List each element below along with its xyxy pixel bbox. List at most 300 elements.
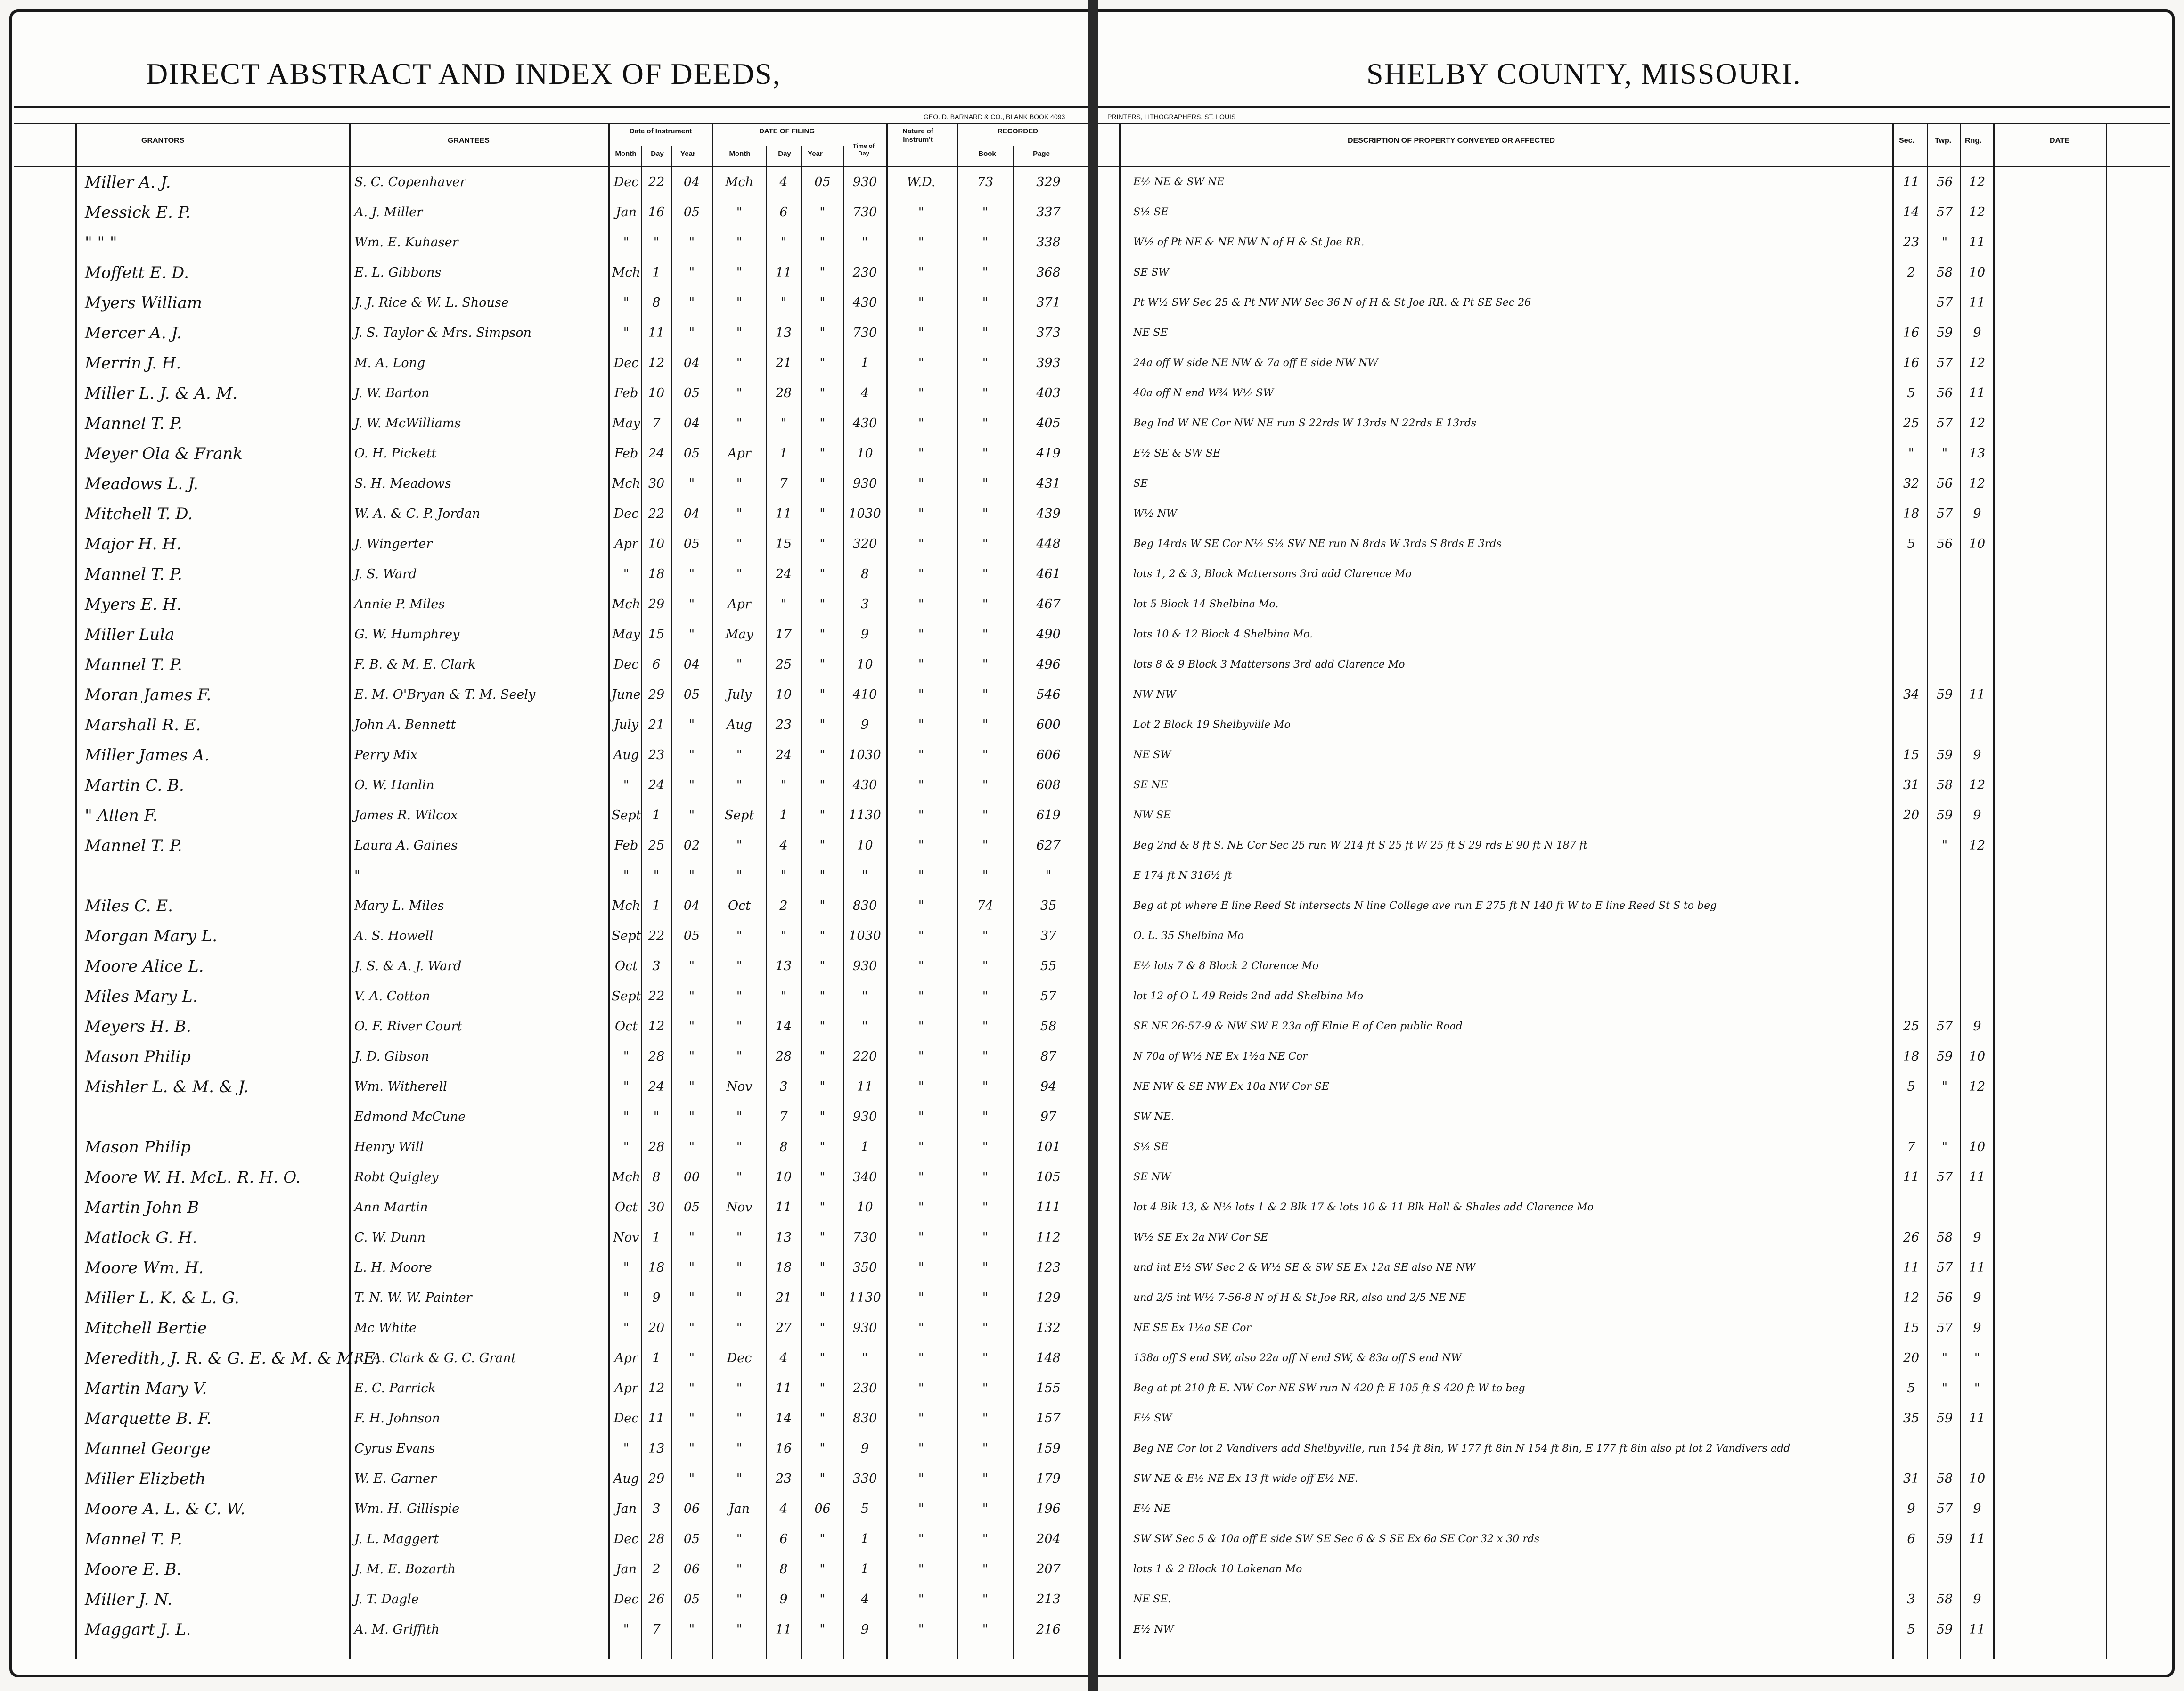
colhead-inst-month: Month (615, 150, 637, 158)
ledger-row-left (0, 1615, 1084, 1645)
rng-cell: " (1974, 1381, 1980, 1396)
file-month-cell: " (736, 235, 743, 250)
grantor-cell: Miller L. J. & A. M. (85, 384, 238, 403)
file-year-cell: " (819, 778, 826, 792)
book-cell: " (982, 657, 989, 672)
ledger-row-right (1093, 1494, 2175, 1524)
colhead-book: Book (978, 150, 996, 158)
file-month-cell: Nov (726, 1079, 753, 1094)
grantor-cell: Miles Mary L. (85, 987, 198, 1006)
grantee-cell: Edmond McCune (354, 1110, 466, 1124)
description-cell: lot 4 Blk 13, & N½ lots 1 & 2 Blk 17 & lots 10 & 11 Blk Hall & Shales add Clarence Mo (1133, 1201, 1594, 1213)
inst-day-cell: 3 (652, 1502, 661, 1516)
time-cell: 9 (860, 627, 869, 642)
grantee-cell: J. Wingerter (354, 537, 433, 551)
grantee-cell: Wm. E. Kuhaser (354, 235, 458, 250)
inst-year-cell: " (688, 567, 695, 581)
ledger-row-left (0, 348, 1084, 378)
grantor-cell: Miller Lula (85, 625, 175, 644)
nature-cell: " (918, 959, 924, 973)
page-cell: 373 (1036, 326, 1061, 340)
sec-cell: 35 (1903, 1411, 1920, 1426)
grantor-cell: Mitchell Bertie (85, 1319, 207, 1338)
file-month-cell: " (736, 748, 743, 762)
ledger-row-left (0, 499, 1084, 529)
inst-day-cell: 1 (652, 1230, 661, 1245)
book-cell: " (982, 1411, 989, 1426)
ledger-row-left (0, 921, 1084, 951)
ledger-row-right (1093, 710, 2175, 740)
time-cell: 430 (852, 295, 877, 310)
file-month-cell: " (736, 356, 743, 370)
grantee-cell: L. H. Moore (354, 1260, 432, 1275)
description-cell: SW SW Sec 5 & 10a off E side SW SE Sec 6 & S SE Ex 6a SE Cor 32 x 30 rds (1133, 1533, 1540, 1545)
page-cell: 329 (1036, 175, 1061, 189)
grantee-cell: J. W. McWilliams (354, 416, 461, 431)
twp-cell: " (1941, 1351, 1948, 1365)
sec-cell: 3 (1907, 1592, 1915, 1607)
book-cell: " (982, 386, 989, 400)
nature-cell: " (918, 657, 924, 672)
ledger-row-left (0, 710, 1084, 740)
ledger-row-right (1093, 680, 2175, 710)
sec-cell: 2 (1907, 265, 1915, 280)
inst-month-cell: " (623, 1291, 630, 1305)
inst-year-cell: " (688, 1049, 695, 1064)
grantor-cell: Morgan Mary L. (85, 927, 218, 946)
file-day-cell: 6 (779, 1532, 788, 1546)
colhead-inst-year: Year (680, 150, 695, 158)
book-cell: " (982, 265, 989, 280)
rng-cell: 12 (1969, 778, 1986, 792)
inst-month-cell: Apr (614, 537, 638, 551)
twp-cell: 57 (1936, 416, 1953, 431)
time-cell: 930 (852, 959, 877, 973)
nature-cell: " (918, 235, 924, 250)
colhead-bottom-rule-right (1098, 166, 2170, 167)
inst-month-cell: Apr (614, 1351, 638, 1365)
sec-cell: 5 (1907, 1079, 1915, 1094)
ledger-row-right (1093, 1072, 2175, 1102)
ledger-row-left (0, 1343, 1084, 1373)
nature-cell: " (918, 1170, 924, 1185)
grantor-cell: Miller J. N. (85, 1590, 172, 1609)
rng-cell: 10 (1969, 265, 1986, 280)
inst-year-cell: 06 (683, 1502, 700, 1516)
book-cell: " (982, 1140, 989, 1154)
inst-month-cell: Jan (615, 1562, 637, 1577)
nature-cell: " (918, 929, 924, 943)
description-cell: SW NE & E½ NE Ex 13 ft wide off E½ NE. (1133, 1473, 1358, 1485)
file-month-cell: " (736, 295, 743, 310)
page-cell: 196 (1036, 1502, 1061, 1516)
file-year-cell: " (819, 1291, 826, 1305)
book-cell: " (982, 356, 989, 370)
nature-cell: " (918, 205, 924, 220)
grantee-cell: O. F. River Court (354, 1019, 463, 1034)
file-year-cell: " (819, 416, 826, 431)
file-month-cell: " (736, 1260, 743, 1275)
inst-year-cell: " (688, 295, 695, 310)
file-day-cell: 27 (775, 1321, 792, 1335)
book-cell: " (982, 808, 989, 823)
file-year-cell: " (819, 1230, 826, 1245)
book-cell: " (982, 1170, 989, 1185)
twp-cell: 57 (1936, 356, 1953, 370)
page-cell: 439 (1036, 506, 1061, 521)
sec-cell: 32 (1903, 476, 1920, 491)
description-cell: lots 8 & 9 Block 3 Mattersons 3rd add Clarence Mo (1133, 659, 1405, 670)
file-year-cell: " (819, 718, 826, 732)
file-month-cell: " (736, 1049, 743, 1064)
page-cell: 619 (1036, 808, 1061, 823)
rng-cell: 9 (1973, 506, 1981, 521)
file-year-cell: " (819, 1351, 826, 1365)
inst-day-cell: 25 (648, 838, 665, 853)
file-year-cell: " (819, 1381, 826, 1396)
ledger-row-left (0, 861, 1084, 891)
page-cell: 179 (1036, 1471, 1061, 1486)
file-day-cell: 16 (775, 1441, 792, 1456)
twp-cell: 57 (1936, 205, 1953, 220)
inst-day-cell: 22 (648, 929, 665, 943)
file-day-cell: 28 (775, 386, 792, 400)
ledger-row-right (1093, 921, 2175, 951)
description-cell: E½ SE & SW SE (1133, 448, 1220, 459)
file-day-cell: 21 (775, 1291, 792, 1305)
inst-day-cell: 12 (648, 356, 665, 370)
file-year-cell: " (819, 476, 826, 491)
grantee-cell: J. S. & A. J. Ward (354, 959, 462, 973)
file-day-cell: 23 (775, 1471, 792, 1486)
file-month-cell: " (736, 929, 743, 943)
description-cell: E½ SW (1133, 1413, 1172, 1424)
sec-cell: 15 (1903, 748, 1920, 762)
description-cell: SE (1133, 478, 1148, 490)
twp-cell: 57 (1936, 1019, 1953, 1034)
ledger-row-left (0, 891, 1084, 921)
nature-cell: " (918, 1140, 924, 1154)
inst-year-cell: " (688, 748, 695, 762)
file-year-cell: " (819, 597, 826, 612)
rng-cell: 12 (1969, 175, 1986, 189)
time-cell: 11 (857, 1079, 873, 1094)
inst-year-cell: 04 (683, 175, 700, 189)
inst-month-cell: Feb (614, 386, 638, 400)
ledger-row-right (1093, 1524, 2175, 1554)
file-year-cell: " (819, 868, 826, 883)
book-cell: " (982, 1622, 989, 1637)
description-cell: SE NE (1133, 779, 1168, 791)
inst-day-cell: 12 (648, 1381, 665, 1396)
inst-month-cell: Dec (613, 657, 639, 672)
description-cell: SE NW (1133, 1171, 1171, 1183)
inst-year-cell: 05 (683, 205, 700, 220)
grantee-cell: Wm. H. Gillispie (354, 1502, 460, 1516)
ledger-row-left (0, 318, 1084, 348)
ledger-row-right (1093, 439, 2175, 469)
sec-cell: 5 (1907, 1622, 1915, 1637)
nature-cell: " (918, 718, 924, 732)
nature-cell: " (918, 476, 924, 491)
rng-cell: 11 (1969, 235, 1986, 250)
inst-month-cell: Mch (612, 1170, 641, 1185)
time-cell: 1130 (849, 808, 881, 823)
grantee-cell: " (354, 868, 360, 883)
sec-cell: 11 (1903, 175, 1920, 189)
inst-month-cell: " (623, 235, 630, 250)
page-cell: 608 (1036, 778, 1061, 792)
nature-cell: " (918, 1260, 924, 1275)
inst-day-cell: 23 (648, 748, 665, 762)
description-cell: und int E½ SW Sec 2 & W½ SE & SW SE Ex 12a SE also NE NW (1133, 1262, 1476, 1274)
nature-cell: " (918, 1291, 924, 1305)
colhead-top-rule-right (1098, 123, 2170, 124)
ledger-row-left (0, 1223, 1084, 1253)
time-cell: 1030 (849, 929, 881, 943)
file-month-cell: " (736, 1562, 743, 1577)
rng-cell: 9 (1973, 748, 1981, 762)
ledger-row-right (1093, 529, 2175, 559)
twp-cell: 56 (1936, 476, 1953, 491)
ledger-row-left (0, 1585, 1084, 1615)
inst-year-cell: " (688, 235, 695, 250)
twp-cell: 58 (1936, 1230, 1953, 1245)
inst-day-cell: 20 (648, 1321, 665, 1335)
twp-cell: 56 (1936, 537, 1953, 551)
file-day-cell: " (780, 416, 787, 431)
page-cell: 112 (1036, 1230, 1061, 1245)
file-month-cell: " (736, 416, 743, 431)
grantor-cell: Maggart J. L. (85, 1620, 191, 1639)
description-cell: E½ lots 7 & 8 Block 2 Clarence Mo (1133, 960, 1319, 972)
nature-cell: " (918, 446, 924, 461)
file-day-cell: 4 (779, 175, 788, 189)
inst-day-cell: 22 (648, 175, 665, 189)
inst-month-cell: " (623, 1260, 630, 1275)
inst-year-cell: " (688, 627, 695, 642)
grantee-cell: G. W. Humphrey (354, 627, 460, 642)
ledger-row-right (1093, 469, 2175, 499)
ledger-row-right (1093, 318, 2175, 348)
grantor-cell: Martin John B (85, 1198, 199, 1217)
description-cell: lots 10 & 12 Block 4 Shelbina Mo. (1133, 629, 1313, 640)
file-day-cell: 11 (775, 506, 792, 521)
book-cell: " (982, 235, 989, 250)
grantor-cell: Miller Elizbeth (85, 1470, 206, 1488)
time-cell: 1 (860, 1562, 869, 1577)
nature-cell: " (918, 1592, 924, 1607)
inst-day-cell: 22 (648, 989, 665, 1004)
colhead-grantors: GRANTORS (141, 137, 185, 145)
time-cell: 4 (860, 1592, 869, 1607)
inst-month-cell: Dec (613, 1592, 639, 1607)
page-cell: 448 (1036, 537, 1061, 551)
ledger-row-right (1093, 1283, 2175, 1313)
ledger-row-right (1093, 891, 2175, 921)
grantee-cell: Henry Will (354, 1140, 424, 1154)
description-cell: SE SW (1133, 267, 1169, 278)
nature-cell: " (918, 265, 924, 280)
inst-day-cell: 3 (652, 959, 661, 973)
time-cell: 1030 (849, 506, 881, 521)
file-year-cell: " (819, 989, 826, 1004)
file-year-cell: " (819, 1049, 826, 1064)
file-day-cell: 10 (775, 687, 792, 702)
file-year-cell: 05 (814, 175, 831, 189)
inst-month-cell: Mch (612, 476, 641, 491)
inst-month-cell: May (612, 416, 640, 431)
ledger-row-left (0, 1253, 1084, 1283)
time-cell: 930 (852, 1110, 877, 1124)
inst-year-cell: " (688, 326, 695, 340)
page-cell: 97 (1040, 1110, 1057, 1124)
file-month-cell: " (736, 778, 743, 792)
file-year-cell: " (819, 748, 826, 762)
file-month-cell: " (736, 567, 743, 581)
file-month-cell: May (725, 627, 753, 642)
inst-day-cell: " (653, 1110, 660, 1124)
inst-year-cell: " (688, 1260, 695, 1275)
file-day-cell: 13 (775, 1230, 792, 1245)
description-cell: SW NE. (1133, 1111, 1174, 1123)
ledger-row-right (1093, 288, 2175, 318)
file-month-cell: " (736, 1140, 743, 1154)
nature-cell: " (918, 567, 924, 581)
inst-day-cell: 11 (648, 1411, 665, 1426)
file-day-cell: 10 (775, 1170, 792, 1185)
grantor-cell: Moore A. L. & C. W. (85, 1500, 245, 1519)
grantor-cell: Mason Philip (85, 1138, 191, 1157)
file-year-cell: " (819, 235, 826, 250)
file-month-cell: Jan (728, 1502, 750, 1516)
time-cell: 930 (852, 175, 877, 189)
inst-day-cell: 11 (648, 326, 665, 340)
description-cell: NW SE (1133, 809, 1171, 821)
printer-imprint-right: PRINTERS, LITHOGRAPHERS, ST. LOUIS (1107, 113, 1236, 121)
book-cell: " (982, 989, 989, 1004)
time-cell: 730 (852, 1230, 877, 1245)
ledger-row-right (1093, 1193, 2175, 1223)
colhead-grantees: GRANTEES (448, 137, 490, 145)
file-day-cell: " (780, 235, 787, 250)
file-month-cell: " (736, 476, 743, 491)
header-rule-left (14, 106, 1088, 108)
ledger-row-left (0, 167, 1084, 197)
sec-cell: 25 (1903, 416, 1920, 431)
grantor-cell: Mannel George (85, 1439, 211, 1458)
grantor-cell: Moore Wm. H. (85, 1258, 204, 1277)
time-cell: 430 (852, 416, 877, 431)
page-cell: 204 (1036, 1532, 1061, 1546)
ledger-row-right (1093, 1223, 2175, 1253)
rng-cell: 10 (1969, 1140, 1986, 1154)
time-cell: 1130 (849, 1291, 881, 1305)
inst-month-cell: Feb (614, 838, 638, 853)
file-day-cell: 24 (775, 748, 792, 762)
file-day-cell: 11 (775, 1622, 792, 1637)
book-cell: " (982, 1471, 989, 1486)
time-cell: " (862, 235, 868, 250)
sec-cell: 16 (1903, 326, 1920, 340)
inst-day-cell: 10 (648, 386, 665, 400)
inst-month-cell: Sept (612, 929, 641, 943)
file-day-cell: 17 (775, 627, 792, 642)
grantor-cell: Meredith, J. R. & G. E. & M. & M. E. (85, 1349, 380, 1368)
file-month-cell: " (736, 1321, 743, 1335)
book-cell: " (982, 1562, 989, 1577)
file-year-cell: " (819, 1622, 826, 1637)
ledger-row-right (1093, 1313, 2175, 1343)
description-cell: und 2/5 int W½ 7-56-8 N of H & St Joe RR, also und 2/5 NE NE (1133, 1292, 1466, 1304)
time-cell: " (862, 989, 868, 1004)
ledger-row-right (1093, 1042, 2175, 1072)
time-cell: 9 (860, 1441, 869, 1456)
grantee-cell: M. A. Long (354, 356, 425, 370)
sec-cell: 20 (1903, 808, 1920, 823)
ledger-row-left (0, 559, 1084, 589)
time-cell: 320 (852, 537, 877, 551)
ledger-row-left (0, 1193, 1084, 1223)
twp-cell: 58 (1936, 778, 1953, 792)
inst-month-cell: Dec (613, 506, 639, 521)
colhead-top-rule-left (14, 123, 1088, 124)
rng-cell: 9 (1973, 1592, 1981, 1607)
file-day-cell: 21 (775, 356, 792, 370)
file-month-cell: " (736, 868, 743, 883)
file-day-cell: 4 (779, 838, 788, 853)
inst-year-cell: " (688, 718, 695, 732)
file-year-cell: " (819, 1441, 826, 1456)
rng-cell: 10 (1969, 1049, 1986, 1064)
file-day-cell: 2 (779, 899, 788, 913)
ledger-row-left (0, 1283, 1084, 1313)
inst-month-cell: Mch (612, 265, 641, 280)
colhead-rng: Rng. (1965, 137, 1982, 145)
inst-day-cell: 9 (652, 1291, 661, 1305)
file-day-cell: 23 (775, 718, 792, 732)
book-cell: " (982, 1321, 989, 1335)
file-month-cell: " (736, 1381, 743, 1396)
ledger-row-right (1093, 981, 2175, 1012)
inst-day-cell: 24 (648, 1079, 665, 1094)
ledger-row-left (0, 288, 1084, 318)
book-cell: " (982, 1441, 989, 1456)
colhead-file-month: Month (729, 150, 751, 158)
grantee-cell: Mc White (354, 1321, 417, 1335)
book-cell: " (982, 868, 989, 883)
rng-cell: 11 (1969, 386, 1986, 400)
grantor-cell: Mannel T. P. (85, 565, 182, 584)
file-day-cell: 24 (775, 567, 792, 581)
inst-month-cell: " (623, 1110, 630, 1124)
inst-day-cell: 24 (648, 778, 665, 792)
page-cell: 627 (1036, 838, 1061, 853)
time-cell: 3 (860, 597, 869, 612)
ledger-row-right (1093, 1464, 2175, 1494)
sec-cell: 7 (1907, 1140, 1915, 1154)
file-day-cell: 4 (779, 1502, 788, 1516)
file-month-cell: Sept (724, 808, 754, 823)
inst-year-cell: " (688, 1291, 695, 1305)
ledger-row-right (1093, 258, 2175, 288)
printer-imprint-left: GEO. D. BARNARD & CO., BLANK BOOK 4093 (924, 113, 1065, 121)
inst-year-cell: " (688, 1411, 695, 1426)
grantor-cell: Mishler L. & M. & J. (85, 1078, 249, 1096)
book-cell: " (982, 1230, 989, 1245)
nature-cell: " (918, 1019, 924, 1034)
description-cell: 40a off N end W¾ W½ SW (1133, 387, 1274, 399)
